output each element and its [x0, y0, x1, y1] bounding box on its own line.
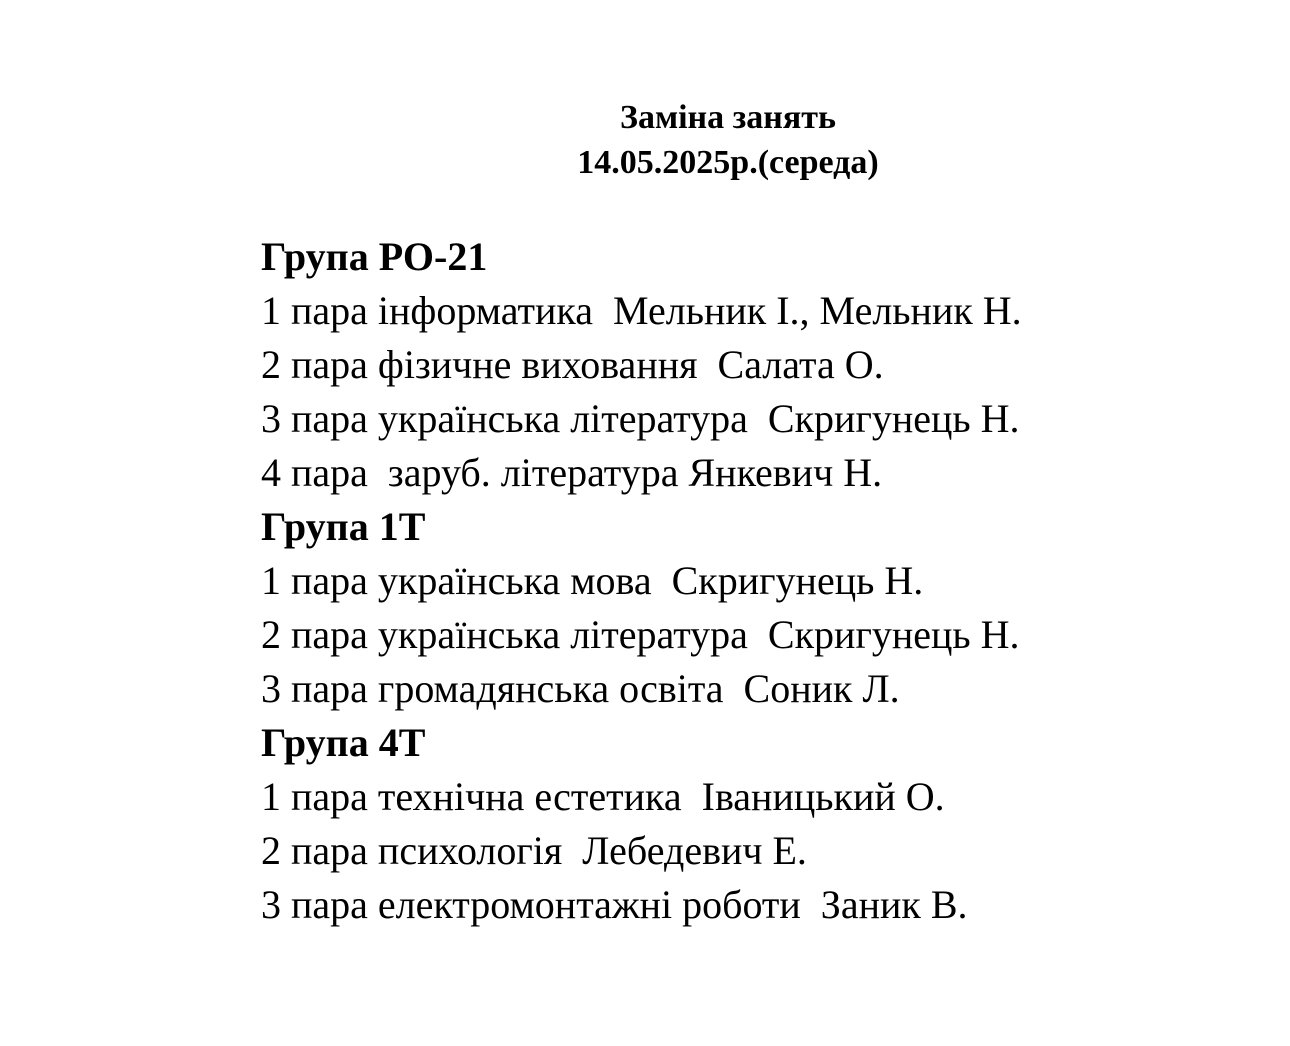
- schedule-line: 2 пара психологія Лебедевич Е.: [261, 828, 807, 873]
- schedule-line: 3 пара електромонтажні роботи Заник В.: [261, 882, 968, 927]
- schedule-line: 2 пара фізичне виховання Салата О.: [261, 342, 884, 387]
- schedule-line: 1 пара українська мова Скригунець Н.: [261, 558, 924, 603]
- page-title: Заміна занять: [620, 99, 836, 136]
- schedule-line: 1 пара технічна естетика Іваницький О.: [261, 774, 945, 819]
- schedule-line: 3 пара громадянська освіта Соник Л.: [261, 666, 900, 711]
- group-heading-4t: Група 4Т: [261, 720, 426, 765]
- schedule-changes: [261, 230, 1271, 932]
- group-heading-1t: Група 1Т: [261, 504, 426, 549]
- schedule-line: 2 пара українська література Скригунець Н.: [261, 612, 1020, 657]
- schedule-line: 1 пара інформатика Мельник І., Мельник Н.: [261, 288, 1022, 333]
- page-date: 14.05.2025р.(середа): [577, 144, 879, 181]
- schedule-line: 3 пара українська література Скригунець Н.: [261, 396, 1020, 441]
- group-heading-ro21: Група РО-21: [261, 234, 488, 279]
- schedule-line: 4 пара заруб. література Янкевич Н.: [261, 450, 883, 495]
